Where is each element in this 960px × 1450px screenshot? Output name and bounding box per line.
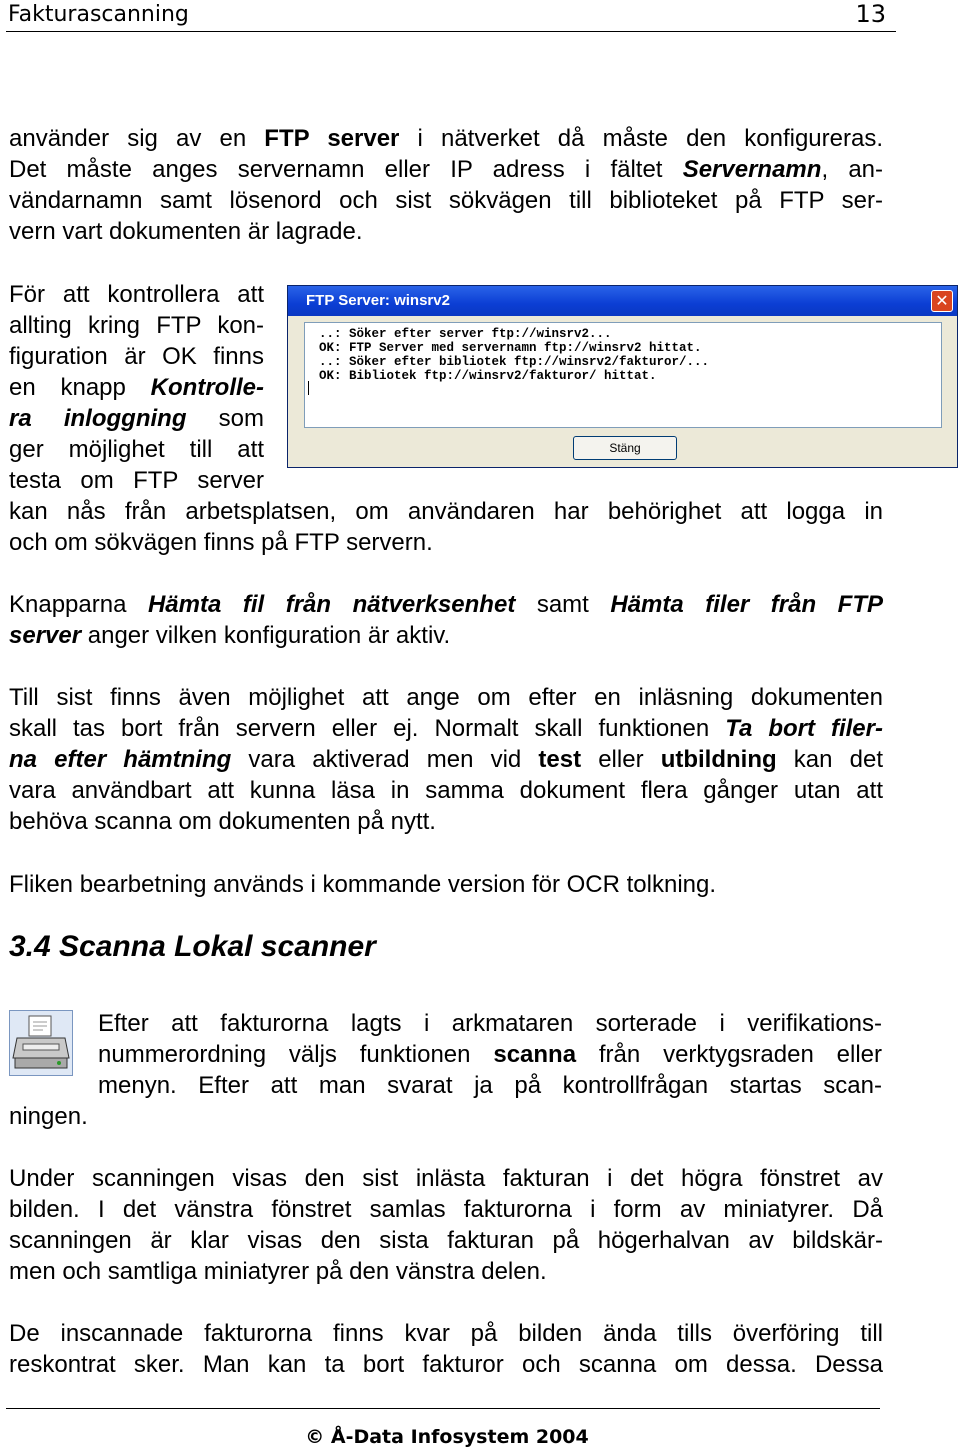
button-name-term: ra inloggning (9, 405, 187, 432)
field-name-term: Servernamn (682, 156, 822, 183)
text: , an- (821, 156, 884, 183)
text: skall tas bort från servern eller ej. Normalt skall funktionen (9, 715, 726, 742)
paragraph-ftp-config (9, 123, 883, 247)
close-icon[interactable]: ✕ (931, 290, 953, 312)
button-name-term: Hämta filer från FTP (610, 591, 883, 618)
page-number: 13 (855, 0, 886, 28)
text: som (186, 405, 264, 432)
text: i nätverket då måste den konfigureras. (399, 125, 883, 152)
section-heading: 3.4 Scanna Lokal scanner (9, 930, 376, 963)
page-footer: © Å-Data Infosystem 2004 (305, 1426, 589, 1448)
text: nummerordning väljs funktionen (98, 1041, 494, 1068)
close-button[interactable]: Stäng (573, 436, 677, 460)
text-line (98, 1039, 882, 1070)
text: Det måste anges servernamn eller IP adress i fältet (9, 156, 683, 183)
log-line: OK: FTP Server med servernamn ftp://winsrv2 hittat. (319, 341, 702, 355)
dialog-title: FTP Server: winsrv2 (306, 292, 450, 309)
header-divider (6, 31, 896, 32)
text-line: vändarnamn samt lösenord och sist sökvägen till biblioteket på FTP ser- (9, 187, 883, 214)
paragraph-delete-files (9, 682, 883, 837)
text-line: ger möjlighet till att (9, 436, 264, 463)
bold-term: utbildning (660, 746, 777, 773)
text-line (9, 744, 883, 775)
text-line: vern vart dokumenten är lagrade. (9, 218, 363, 245)
page-header-title: Fakturascanning (8, 2, 189, 27)
paragraph-scan-start-cont (9, 1101, 883, 1132)
text-line: menyn. Efter att man svarat ja på kontrollfrågan startas scan- (98, 1072, 882, 1099)
bold-term: FTP server (264, 125, 400, 152)
text-line: scanningen är klar visas den sista fakturan på högerhalvan av bildskär- (9, 1227, 883, 1254)
paragraph-scanning-view (9, 1163, 883, 1287)
log-line: ..: Söker efter bibliotek ftp://winsrv2/fakturor/... (319, 355, 710, 369)
text-line: reskontrat sker. Man kan ta bort fakturor och scanna om dessa. Dessa (9, 1351, 883, 1378)
text-line: Under scanningen visas den sist inlästa fakturan i det högra fönstret av (9, 1165, 883, 1192)
text-line: och om sökvägen finns på FTP servern. (9, 529, 433, 556)
paragraph-check-login-cont (9, 496, 883, 558)
paragraph-ocr (9, 869, 883, 900)
text-line: För att kontrollera att (9, 281, 264, 308)
footer-divider (6, 1408, 880, 1409)
log-line: ..: Söker efter server ftp://winsrv2... (319, 327, 612, 341)
function-name-term: Ta bort filer- (725, 715, 883, 742)
scanner-icon (9, 1010, 73, 1076)
text: vara aktiverad men vid (231, 746, 539, 773)
text-line: allting kring FTP kon- (9, 312, 264, 339)
text-line: Fliken bearbetning används i kommande version för OCR tolkning. (9, 871, 717, 898)
text: en knapp (9, 374, 151, 401)
text: Knapparna (9, 591, 148, 618)
text-line: ningen. (9, 1103, 88, 1130)
paragraph-scan-start (98, 1008, 882, 1101)
text-line (9, 713, 883, 744)
text-line: Efter att fakturorna lagts i arkmataren sorterade i verifikations- (98, 1010, 882, 1037)
text: samt (515, 591, 611, 618)
text: kan det (776, 746, 883, 773)
text-line (9, 403, 264, 434)
bold-term: test (538, 746, 582, 773)
text-line: figuration är OK finns (9, 343, 264, 370)
text-line (9, 372, 264, 403)
text-line (9, 620, 883, 651)
text-line: De inscannade fakturorna finns kvar på bilden ända tills överföring till (9, 1320, 883, 1347)
button-name-term: server (9, 622, 82, 649)
text-line: men och samtliga miniatyrer på den vänstra delen. (9, 1258, 547, 1285)
text: från verktygsraden eller (576, 1041, 882, 1068)
text-line: testa om FTP server (9, 467, 264, 494)
ftp-server-dialog (287, 285, 958, 468)
text-line (9, 154, 883, 185)
text-line: kan nås från arbetsplatsen, om användaren har behörighet att logga in (9, 498, 883, 525)
text-line: behöva scanna om dokumenten på nytt. (9, 808, 436, 835)
paragraph-fetch-buttons (9, 589, 883, 651)
text: anger vilken konfiguration är aktiv. (81, 622, 451, 649)
button-name-term: Kontrolle- (150, 374, 264, 401)
text-line: Till sist finns även möjlighet att ange om efter en inläsning dokumenten (9, 684, 883, 711)
function-name-term: na efter hämtning (9, 746, 232, 773)
log-line: OK: Bibliotek ftp://winsrv2/fakturor/ hittat. (319, 369, 657, 383)
connection-log (304, 322, 942, 428)
text-line (9, 589, 883, 620)
button-name-term: Hämta fil från nätverksenhet (147, 591, 516, 618)
text: använder sig av en (9, 125, 265, 152)
text: eller (581, 746, 661, 773)
bold-term: scanna (493, 1041, 577, 1068)
text-cursor (308, 381, 309, 395)
text-line: bilden. I det vänstra fönstret samlas fakturorna i form av miniatyrer. Då (9, 1196, 883, 1223)
paragraph-check-login (9, 279, 264, 496)
text-line: vara användbart att kunna läsa in samma dokument flera gånger utan att (9, 777, 883, 804)
text-line (9, 123, 883, 154)
dialog-title-bar (288, 286, 957, 316)
paragraph-scanned-invoices (9, 1318, 883, 1380)
